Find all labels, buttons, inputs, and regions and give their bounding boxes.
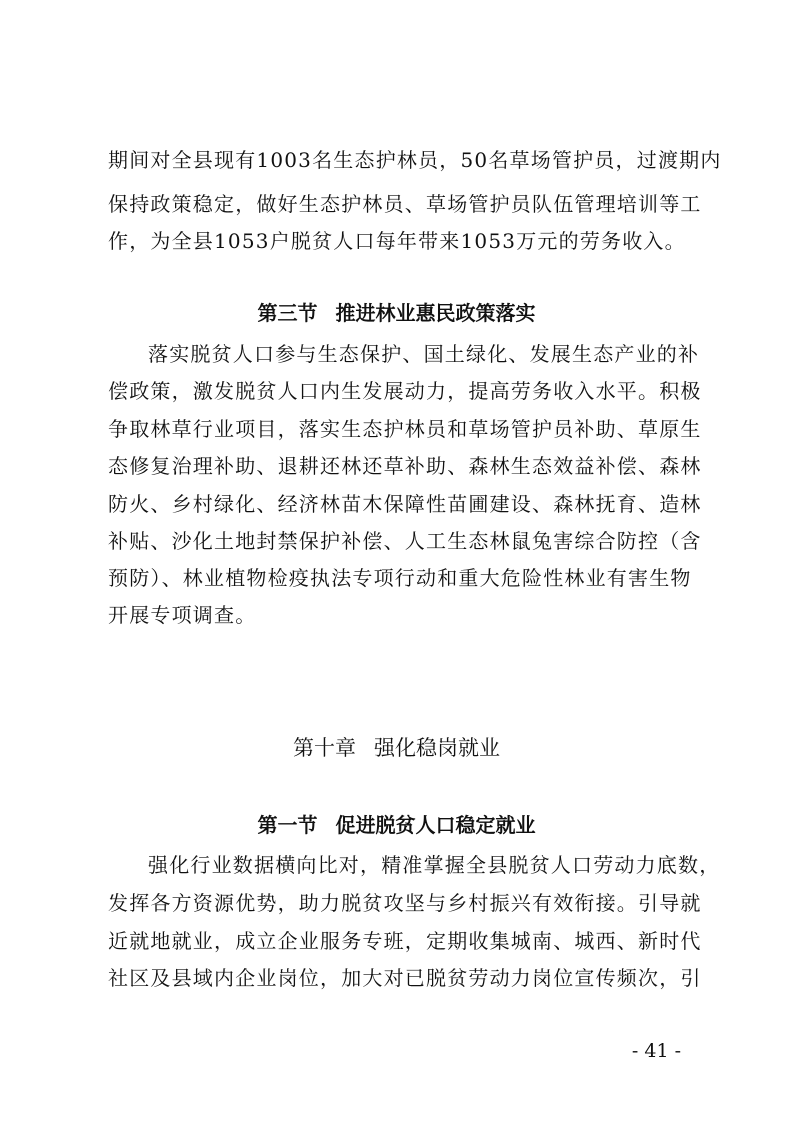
paragraph-line: 态修复治理补助、退耕还林还草补助、森林生态效益补偿、森林 <box>108 454 702 478</box>
section-number: 第一节 <box>257 813 318 837</box>
chapter-number: 第十章 <box>293 736 356 760</box>
paragraph-line: 偿政策，激发脱贫人口内生发展动力，提高劳务收入水平。积极 <box>108 379 702 403</box>
section-title: 推进林业惠民政策落实 <box>335 301 536 325</box>
paragraph-line: 预防）、林业植物检疫执法专项行动和重大危险性林业有害生物 <box>108 566 692 590</box>
paragraph-line: 强化行业数据横向比对，精准掌握全县脱贫人口劳动力底数， <box>148 853 721 877</box>
section-heading <box>0 813 793 837</box>
paragraph-line: 落实脱贫人口参与生态保护、国土绿化、发展生态产业的补 <box>148 342 700 366</box>
chapter-title: 强化稳岗就业 <box>374 736 500 760</box>
paragraph-line: 争取林草行业项目，落实生态护林员和草场管护员补助、草原生 <box>108 417 702 441</box>
section-number: 第三节 <box>257 301 318 325</box>
paragraph-line: 防火、乡村绿化、经济林苗木保障性苗圃建设、森林抚育、造林 <box>108 492 702 516</box>
section-heading <box>0 301 793 325</box>
paragraph-line: 作，为全县1053户脱贫人口每年带来1053万元的劳务收入。 <box>108 229 686 253</box>
paragraph-line: 社区及县域内企业岗位，加大对已脱贫劳动力岗位宣传频次，引 <box>108 966 702 990</box>
section-title: 促进脱贫人口稳定就业 <box>335 813 536 837</box>
page-number: - 41 - <box>631 1040 681 1062</box>
paragraph-line: 近就地就业，成立企业服务专班，定期收集城南、城西、新时代 <box>108 929 702 953</box>
paragraph-line: 保持政策稳定，做好生态护林员、草场管护员队伍管理培训等工 <box>108 192 702 216</box>
paragraph-line: 期间对全县现有1003名生态护林员，50名草场管护员，过渡期内 <box>108 148 722 172</box>
chapter-heading <box>0 735 793 761</box>
paragraph-line: 开展专项调查。 <box>108 603 257 627</box>
paragraph-line: 发挥各方资源优势，助力脱贫攻坚与乡村振兴有效衔接。引导就 <box>108 891 702 915</box>
paragraph-line: 补贴、沙化土地封禁保护补偿、人工生态林鼠兔害综合防控（含 <box>108 529 702 553</box>
